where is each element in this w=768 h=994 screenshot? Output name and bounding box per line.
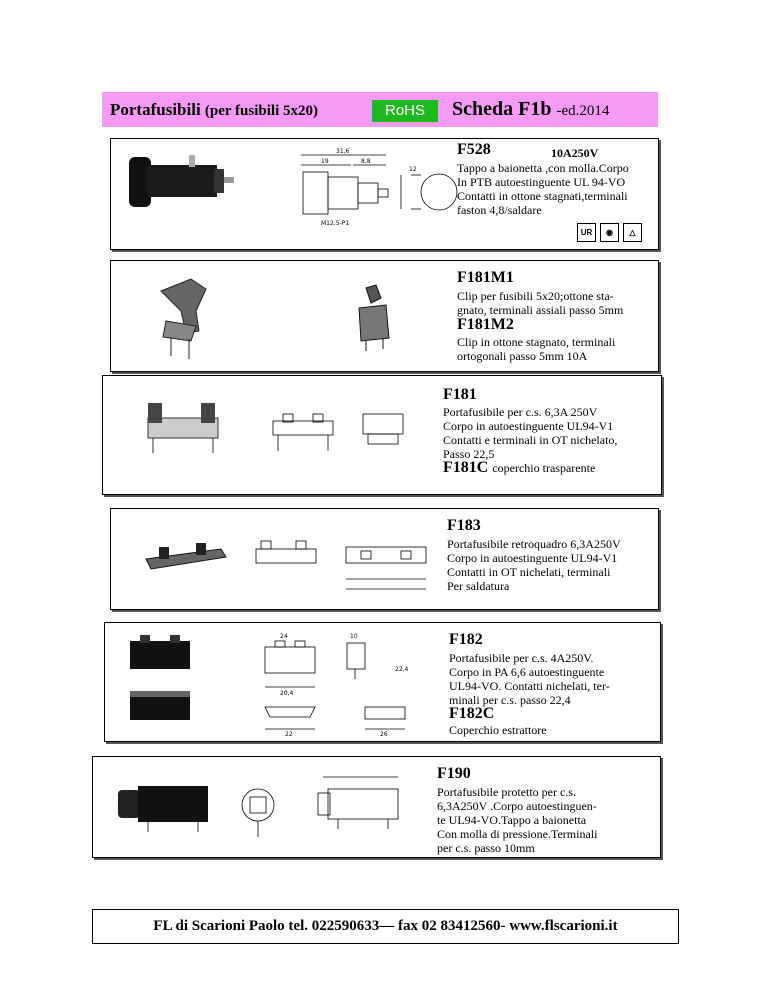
dim-c: 22,4 [395, 666, 409, 673]
f190-photo [113, 772, 223, 832]
f183-desc-line: Portafusibile retroquadro 6,3A250V [447, 537, 621, 551]
f181-desc-line: Portafusibile per c.s. 6,3A 250V [443, 405, 598, 419]
dim-d: 20,4 [280, 690, 294, 697]
f181-desc [443, 405, 617, 461]
f528-rating: 10A250V [551, 146, 599, 160]
title-text: Portafusibili [110, 100, 201, 119]
f528-drawing [291, 147, 461, 231]
f182-code: F182 [449, 631, 483, 648]
ur-icon: UR [577, 223, 596, 242]
edition-label: -ed.2014 [556, 103, 610, 119]
product-card-f528 [110, 138, 659, 250]
product-card-f182 [104, 622, 661, 742]
f181c-desc: coperchio trasparente [492, 461, 596, 475]
f183-code: F183 [447, 517, 481, 534]
dim-a: 31,6 [336, 148, 350, 155]
f190-desc-line: per c.s. passo 10mm [437, 841, 535, 855]
f181m1-desc-line: gnato, terminali assiali passo 5mm [457, 303, 624, 317]
dim-e: 22 [285, 731, 293, 738]
f528-photo [119, 147, 239, 215]
vde-icon: △ [623, 223, 642, 242]
dim-b: 19 [321, 158, 329, 165]
f181m1-code: F181M1 [457, 269, 514, 286]
f190-desc-line: te UL94-VO.Tappo a baionetta [437, 813, 587, 827]
f181m1-desc-line: Clip per fusibili 5x20;ottone sta- [457, 289, 614, 303]
product-card-f183 [110, 508, 659, 610]
f182-desc-line: Portafusibile per c.s. 4A250V. [449, 651, 594, 665]
f181m2-desc [457, 335, 615, 363]
f181m2-photo [351, 283, 401, 353]
f183-desc-line: Contatti in OT nichelati, terminali [447, 565, 611, 579]
f528-desc-line: Contatti in ottone stagnati,terminali [457, 189, 628, 203]
f181m2-desc-line: Clip in ottone stagnato, terminali [457, 335, 616, 349]
f181c-code: F181C [443, 459, 489, 476]
f190-desc-line: 6,3A250V .Corpo autoestinguen- [437, 799, 597, 813]
f182c-desc: Coperchio estrattore [449, 723, 547, 737]
footer-contact [92, 909, 679, 944]
f183-desc-line: Per saldatura [447, 579, 510, 593]
f181-code: F181 [443, 386, 477, 403]
f528-desc-line: faston 4,8/saldare [457, 203, 542, 217]
title-subtitle: (per fusibili 5x20) [204, 103, 318, 119]
dim-e: M12,5-P1 [321, 220, 350, 227]
sheet-label [452, 98, 609, 121]
dim-c: 8,8 [361, 158, 371, 165]
f182-drawing [255, 629, 435, 737]
f183-desc [447, 537, 621, 593]
f181-drawing [268, 406, 418, 461]
cert-icons [577, 223, 642, 242]
dim-b: 10 [350, 633, 358, 640]
f183-desc-line: Corpo in autoestinguente UL94-V1 [447, 551, 618, 565]
f181m1-photo [151, 271, 221, 361]
f181m2-code: F181M2 [457, 316, 514, 333]
f181m2-desc-line: ortogonali passo 5mm 10A [457, 349, 588, 363]
f182-desc [449, 651, 610, 707]
f528-desc-line: Tappo a baionetta ,con molla.Corpo [457, 161, 629, 175]
f190-code: F190 [437, 765, 471, 782]
product-card-f181m [110, 260, 659, 372]
f181c-line [443, 459, 595, 477]
f181-desc-line: Corpo in autoestinguente UL94-V1 [443, 419, 614, 433]
f181-desc-line: Contatti e terminali in OT nichelato, [443, 433, 618, 447]
f190-desc-line: Portafusibile protetto per c.s. [437, 785, 576, 799]
f183-drawing [246, 529, 446, 599]
f182-desc-line: minali per c.s. passo 22,4 [449, 693, 571, 707]
f190-drawing [228, 767, 428, 847]
f182-desc-line: UL94-VO. Contatti nichelati, ter- [449, 679, 610, 693]
product-card-f190 [92, 756, 661, 858]
header-banner [102, 92, 658, 127]
rohs-badge: RoHS [372, 100, 438, 122]
sheet-code: Scheda F1b [452, 98, 552, 120]
f182c-code: F182C [449, 705, 495, 722]
f183-photo [141, 539, 231, 579]
f182-desc-line: Corpo in PA 6,6 autoestinguente [449, 665, 605, 679]
f528-desc-line: In PTB autoestinguente UL 94-VO [457, 175, 626, 189]
dim-d: 12 [409, 166, 417, 173]
dim-a: 24 [280, 633, 288, 640]
f181-photo [143, 398, 223, 458]
f528-code: F528 [457, 141, 491, 158]
footer-text: FL di Scarioni Paolo tel. 022590633— fax 02 83412560- www.flscarioni.it [153, 918, 618, 934]
f190-desc [437, 785, 597, 855]
f528-desc [457, 161, 629, 217]
csa-icon: ◉ [600, 223, 619, 242]
f181m1-desc [457, 289, 623, 317]
f190-desc-line: Con molla di pressione.Terminali [437, 827, 598, 841]
page-title [110, 100, 318, 120]
f182-photo [125, 633, 205, 733]
f181-desc-line: Passo 22,5 [443, 447, 495, 461]
product-card-f181 [102, 375, 662, 495]
dim-f: 26 [380, 731, 388, 738]
